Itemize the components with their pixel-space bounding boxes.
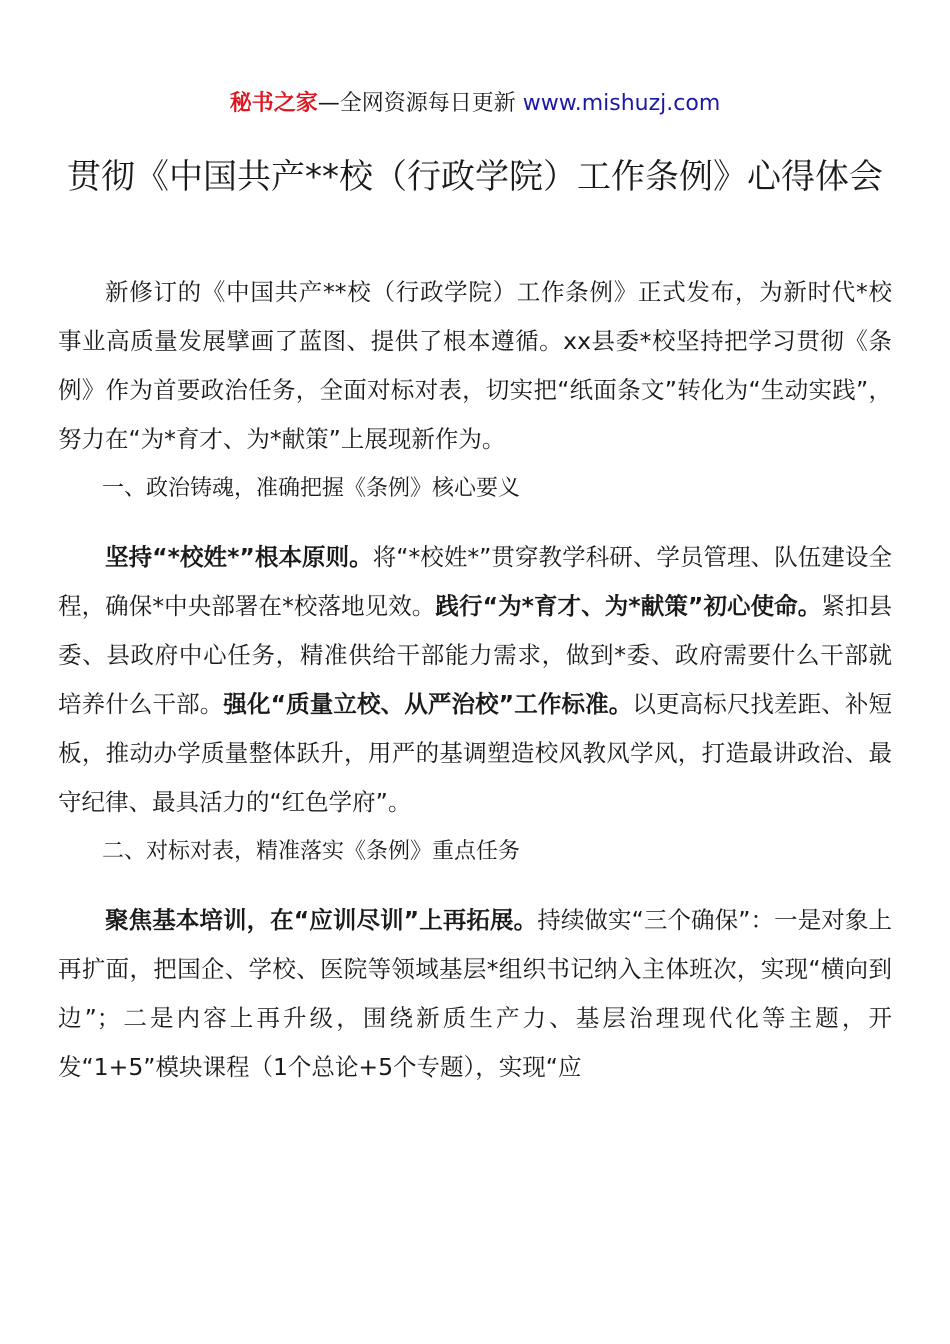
site-url-link[interactable]: www.mishuzj.com <box>522 91 721 116</box>
document-title: 贯彻《中国共产**校（行政学院）工作条例》心得体会 <box>67 157 883 197</box>
section-2-paragraph <box>58 896 892 1092</box>
section-2-bold-1: 聚焦基本培训，在“应训尽训”上再拓展。 <box>105 906 538 934</box>
section-1-text-3: 以更高标尺找差距、补短板，推动办学质量整体跃升，用严的基调塑造校风教风学风，打造最讲政治、最守纪律、最具活力的“红色学府”。 <box>58 690 893 816</box>
document-body <box>58 268 892 1092</box>
section-1-paragraph <box>58 533 892 827</box>
section-1-text-1: 将“*校姓*”贯穿教学科研、学员管理、队伍建设全程，确保*中央部署在*校落地见效。 <box>58 543 892 620</box>
brand-name: 秘书之家 <box>229 91 318 116</box>
site-tagline: —全网资源每日更新 <box>317 91 523 116</box>
section-1-bold-3: 强化“质量立校、从严治校”工作标准。 <box>223 690 633 718</box>
section-1-bold-2: 践行“为*育才、为*献策”初心使命。 <box>435 592 822 620</box>
section-2-text-1: 持续做实“三个确保”：一是对象上再扩面，把国企、学校、医院等领域基层*组织书记纳入主体班次，实现“横向到边”；二是内容上再升级，围绕新质生产力、基层治理现代化等主题，开发“1+5”模块课程（1个总论+5个专题），实现“应 <box>58 906 893 1081</box>
section-1-bold-1: 坚持“*校姓*”根本原则。 <box>105 543 373 571</box>
section-1-text-2: 紧扣县委、县政府中心任务，精准供给干部能力需求，做到*委、政府需要什么干部就培养什么干部。 <box>58 592 893 718</box>
site-header <box>0 88 950 120</box>
section-1-heading: 一、政治铸魂，准确把握《条例》核心要义 <box>102 476 521 501</box>
intro-paragraph: 新修订的《中国共产**校（行政学院）工作条例》正式发布，为新时代*校事业高质量发展擘画了蓝图、提供了根本遵循。xx县委*校坚持把学习贯彻《条例》作为首要政治任务，全面对标对表，切实把“纸面条文”转化为“生动实践”，努力在“为*育才、为*献策”上展现新作为。 <box>58 278 892 453</box>
section-2-heading: 二、对标对表，精准落实《条例》重点任务 <box>102 839 521 864</box>
